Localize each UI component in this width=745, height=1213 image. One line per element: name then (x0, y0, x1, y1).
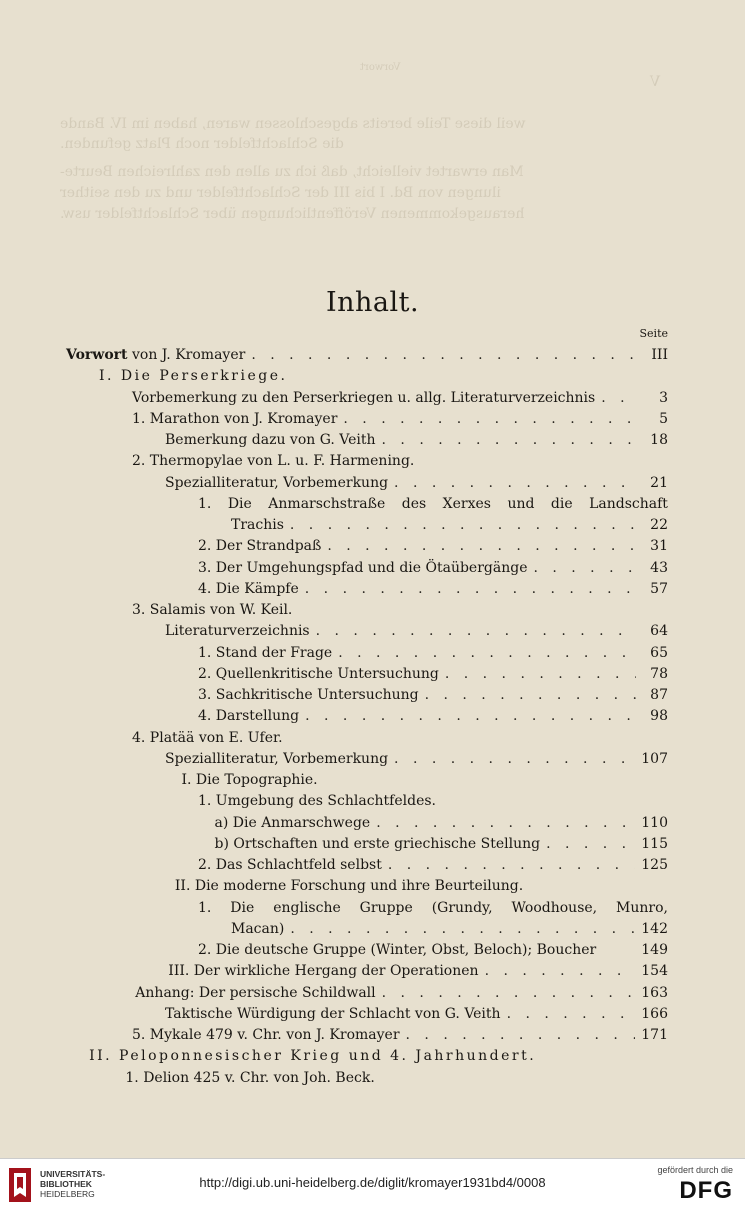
leader-dots (601, 390, 636, 406)
toc-entry (198, 666, 668, 682)
leader-dots (533, 560, 636, 576)
toc-entry (135, 985, 668, 1001)
toc-entry-title: 3. Salamis von W. Keil. (132, 602, 293, 618)
toc-page-number: 107 (641, 750, 668, 767)
leader-dots (327, 538, 636, 554)
toc-entry-title: 2. Das Schlachtfeld selbst (198, 857, 382, 873)
toc-entry-title: Macan) (231, 920, 285, 937)
toc-entry (198, 581, 668, 597)
toc-page-number: 21 (650, 474, 668, 491)
leader-dots (388, 857, 635, 873)
toc-page-number: 22 (650, 517, 668, 533)
toc-entry-title: 2. Die deutsche Gruppe (Winter, Obst, Beloch); Boucher (198, 942, 597, 958)
toc-entry-title: 2. Der Strandpaß (198, 538, 322, 555)
toc-entry (198, 857, 668, 873)
toc-entry (165, 1006, 668, 1022)
toc-entry-title: 2. Thermopylae von L. u. F. Harmening. (132, 453, 415, 470)
toc-entry (231, 517, 668, 533)
toc-page-number: 125 (641, 857, 668, 873)
toc-page-number: 163 (641, 984, 668, 1001)
toc-entry-title: 4. Die Kämpfe (198, 580, 299, 597)
toc-page-number: 43 (650, 559, 668, 576)
toc-entry (175, 878, 668, 894)
leader-dots (376, 815, 635, 831)
toc-entry (182, 772, 669, 788)
toc-entry (198, 645, 668, 661)
toc-page-number: 18 (650, 432, 668, 448)
toc-entry-title: a) Die Anmarschwege (214, 814, 371, 831)
leader-dots (305, 581, 636, 597)
toc-entry (132, 390, 668, 406)
leader-dots (394, 751, 635, 767)
toc-entry (198, 538, 668, 554)
toc-entry-title: Spezialliteratur, Vorbemerkung (165, 474, 389, 491)
toc-entry (215, 815, 669, 831)
toc-entry-title: II. Die moderne Forschung und ihre Beurteilung. (174, 878, 524, 895)
toc-entry-title: 1. Marathon von J. Kromayer (132, 410, 338, 427)
leader-dots (290, 921, 635, 937)
leader-dots (316, 623, 636, 639)
page-column-label: Seite (639, 327, 668, 340)
toc-page-number: 98 (650, 708, 668, 725)
bleed-through-line: Man erwartet vielleicht, daß ich zu allen den zahlreichen Beurte- (60, 164, 524, 180)
toc-entry (198, 708, 668, 724)
leader-dots (290, 517, 636, 533)
leader-dots (507, 1006, 636, 1022)
source-url-link[interactable]: http://digi.ub.uni-heidelberg.de/diglit/kromayer1931bd4/0008 (199, 1175, 546, 1190)
toc-entry-title: 3. Sachkritische Untersuchung (198, 687, 419, 703)
leader-dots (425, 687, 636, 703)
leader-dots (406, 1027, 636, 1043)
toc-entry-title: I. Die Topographie. (181, 772, 318, 788)
toc-entry-title: Taktische Würdigung der Schlacht von G. Veith (165, 1005, 501, 1022)
toc-entry (132, 411, 668, 427)
toc-entry-title: 4. Darstellung (198, 708, 300, 725)
toc-entry-title: 1. Delion 425 v. Chr. von Joh. Beck. (125, 1069, 375, 1086)
toc-entry-title: 1. Die englische Gruppe (Grundy, Woodhouse, Munro, (198, 899, 668, 916)
leader-dots (338, 645, 636, 661)
library-name: UNIVERSITÄTS- BIBLIOTHEK HEIDELBERG (40, 1169, 106, 1199)
bleed-through-line: V (650, 74, 661, 90)
toc-entry-title: Trachis (231, 517, 284, 533)
toc-entry (66, 347, 668, 363)
toc-entry-title: Bemerkung dazu von G. Veith (165, 432, 376, 448)
toc-page-number: 154 (641, 963, 668, 980)
bleed-through-line: Vorwort (360, 62, 401, 73)
toc-entry-title: Vorbemerkung zu den Perserkriegen u. allg. Literaturverzeichnis (132, 389, 596, 406)
toc-page-number: 115 (641, 835, 668, 852)
bleed-through-line: die Schlachtfelder noch Platz gefunden. (60, 136, 344, 152)
toc-entry-title: 1. Stand der Frage (198, 644, 333, 661)
toc-entry-title: Spezialliteratur, Vorbemerkung (165, 750, 389, 767)
toc-entry-title: 5. Mykale 479 v. Chr. von J. Kromayer (132, 1027, 400, 1043)
toc-page-number: 5 (659, 410, 668, 427)
bleed-through-line: ilungen von Bd. I bis III der Schlachtfelder und zu den seither (60, 185, 501, 201)
toc-entry-title: I. Die Perserkriege. (99, 368, 288, 385)
leader-dots (382, 432, 636, 448)
toc-page-number: 78 (650, 665, 668, 682)
bleed-through-line: herausgekommenen Veröffentlichungen über Schlachtfelder usw. (60, 206, 525, 222)
toc-entry (198, 900, 668, 916)
toc-entry-title: II. Peloponnesischer Krieg und 4. Jahrhundert. (89, 1048, 537, 1065)
toc-entry (215, 836, 669, 852)
leader-dots (485, 963, 636, 979)
toc-entry (198, 560, 668, 576)
toc-entry (132, 602, 668, 618)
leader-dots (305, 708, 636, 724)
toc-page-number: 142 (641, 920, 668, 937)
toc-page-number: III (651, 347, 668, 363)
dfg-logo: DFG (679, 1177, 733, 1204)
toc-entry-title: 2. Quellenkritische Untersuchung (198, 665, 439, 682)
toc-entry (99, 368, 668, 384)
toc-page-number: 57 (650, 580, 668, 597)
leader-dots (251, 347, 636, 363)
leader-dots (445, 666, 636, 682)
toc-entry-title: Anhang: Der persische Schildwall (135, 984, 376, 1001)
toc-entry (89, 1048, 668, 1064)
toc-entry (198, 793, 668, 809)
page-title: Inhalt. (325, 287, 420, 318)
leader-dots (394, 475, 636, 491)
toc-page-number: 110 (641, 814, 668, 831)
toc-page-number: 171 (641, 1027, 668, 1043)
toc-page-number: 65 (650, 644, 668, 661)
leader-dots (382, 985, 636, 1001)
toc-page-number: 166 (641, 1005, 668, 1022)
toc-entry (165, 751, 668, 767)
toc-page-number: 149 (641, 942, 668, 958)
toc-page-number: 87 (650, 687, 668, 703)
funded-by-label: gefördert durch die (657, 1165, 733, 1175)
toc-entry (132, 730, 668, 746)
toc-entry-title: 1. Die Anmarschstraße des Xerxes und die Landschaft (198, 495, 668, 512)
toc-entry-title: Literaturverzeichnis (165, 623, 310, 640)
toc-entry (165, 623, 668, 639)
toc-entry (132, 1027, 668, 1043)
toc-entry (125, 1070, 668, 1086)
toc-entry (168, 963, 668, 979)
toc-page-number: 3 (659, 389, 668, 406)
toc-entry (165, 475, 668, 491)
toc-entry (132, 453, 668, 469)
toc-entry (231, 921, 668, 937)
toc-entry (198, 496, 668, 512)
toc-entry-title: 4. Platää von E. Ufer. (132, 729, 283, 746)
toc-entry (198, 942, 668, 958)
toc-entry-title: 1. Umgebung des Schlachtfeldes. (198, 793, 436, 810)
toc-entry-title: Vorwort von J. Kromayer (66, 347, 246, 363)
toc-entry-title: III. Der wirkliche Hergang der Operationen (168, 963, 479, 980)
toc-page-number: 64 (650, 623, 668, 640)
toc-page-number: 31 (650, 538, 668, 555)
leader-dots (546, 836, 635, 852)
toc-entry (165, 432, 668, 448)
leader-dots (343, 411, 636, 427)
toc-entry (198, 687, 668, 703)
bleed-through-line: weil diese Teile bereits abgeschlossen waren, haben im IV. Bande (60, 116, 526, 132)
toc-entry-title: b) Ortschaften und erste griechische Stellung (214, 835, 541, 852)
toc-entry-title: 3. Der Umgehungspfad und die Ötaübergänge (198, 559, 528, 576)
footer-bar (0, 1158, 745, 1213)
